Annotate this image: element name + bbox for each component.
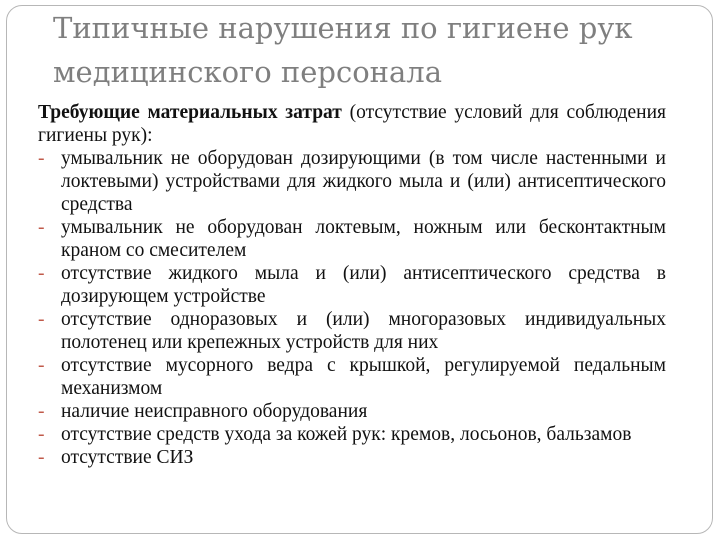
list-item-text: отсутствие мусорного ведра с крышкой, регулируемой педальным механизмом — [61, 355, 666, 399]
bullet-dash: - — [38, 309, 45, 330]
intro-bold: Требующие материальных затрат — [38, 102, 342, 123]
list-item — [38, 446, 666, 469]
list-item-text: наличие неисправного оборудования — [61, 401, 368, 422]
list-item — [38, 216, 666, 262]
list-item — [38, 262, 666, 308]
list-item — [38, 308, 666, 354]
title-line-2: медицинского персонала — [53, 55, 442, 89]
bullet-dash: - — [38, 447, 45, 468]
bullet-dash: - — [38, 263, 45, 284]
list-item — [38, 423, 666, 446]
bullet-dash: - — [38, 148, 45, 169]
intro-rest: (отсутствие условий для соблюдения гигиены рук): — [38, 102, 667, 146]
title-line-1: Типичные нарушения по гигиене рук — [53, 11, 633, 45]
list-item — [38, 400, 666, 423]
bullet-dash: - — [38, 424, 45, 445]
list-item — [38, 354, 666, 400]
slide-body — [38, 101, 666, 469]
slide-title — [53, 6, 693, 94]
list-item-text: отсутствие средств ухода за кожей рук: кремов, лосьонов, бальзамов — [61, 424, 632, 445]
bullet-dash: - — [38, 355, 45, 376]
list-item-text: отсутствие жидкого мыла и (или) антисептического средства в дозирующем устройстве — [61, 263, 666, 307]
bullet-dash: - — [38, 401, 45, 422]
list-item-text: отсутствие СИЗ — [61, 447, 194, 468]
violations-list — [38, 147, 666, 469]
intro-paragraph — [38, 101, 666, 147]
list-item-text: умывальник не оборудован дозирующими (в том числе настенными и локтевыми) устройствами для жидкого мыла и (или) антисептического средства — [61, 148, 666, 215]
bullet-dash: - — [38, 217, 45, 238]
list-item-text: умывальник не оборудован локтевым, ножным или бесконтактным краном со смесителем — [61, 217, 666, 261]
list-item — [38, 147, 666, 216]
list-item-text: отсутствие одноразовых и (или) многоразовых индивидуальных полотенец или крепежных устройств для них — [61, 309, 666, 353]
